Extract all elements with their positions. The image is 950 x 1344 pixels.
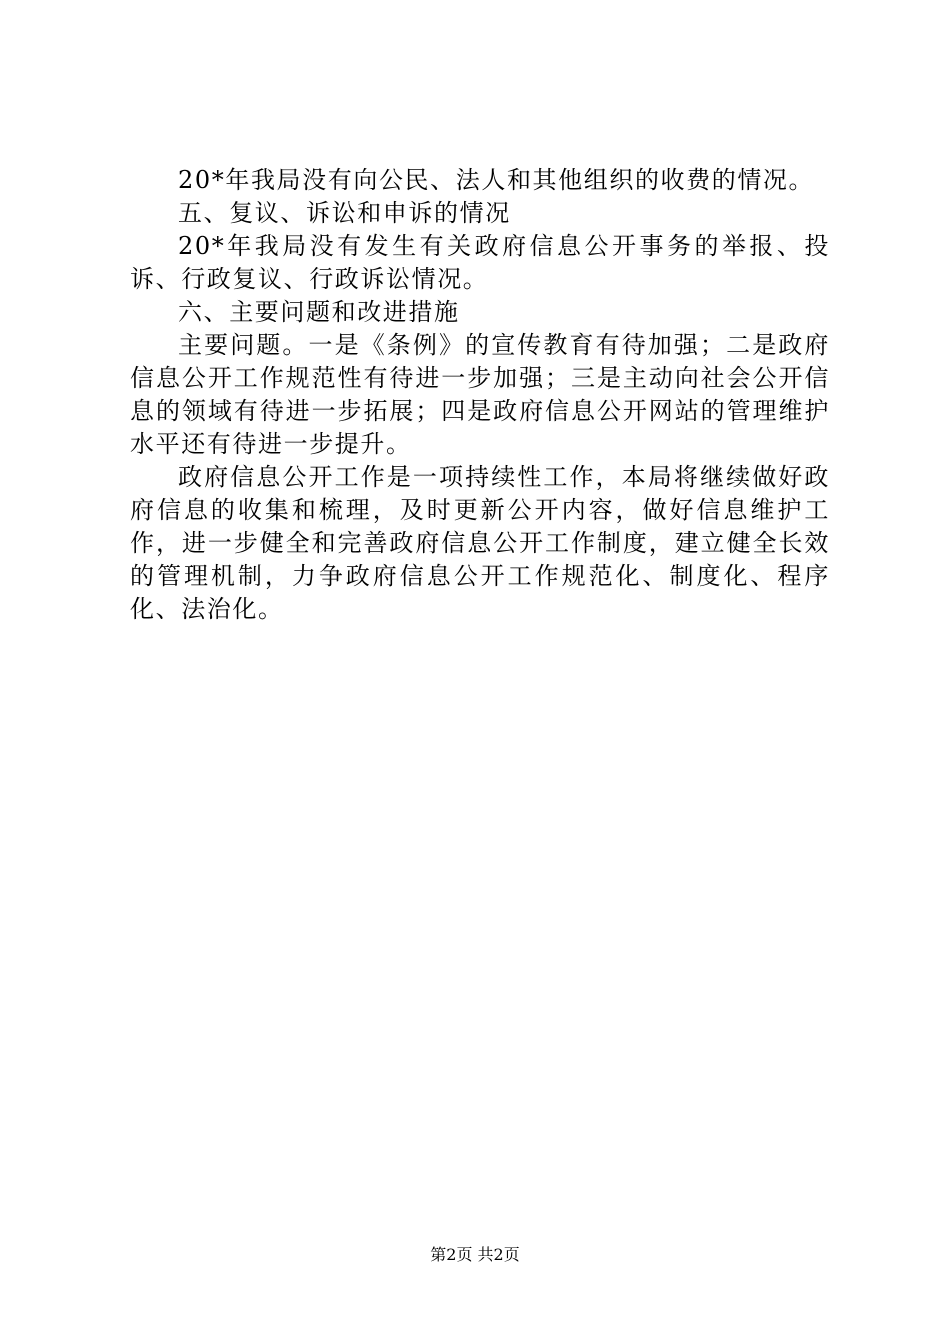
page-footer: 第2页 共2页 <box>430 1245 520 1264</box>
heading-section-six: 六、主要问题和改进措施 <box>178 298 460 326</box>
paragraph-main-problems: 主要问题。一是《条例》的宣传教育有待加强；二是政府信息公开工作规范性有待进一步加强；三是主动向社会公开信息的领域有待进一步拓展；四是政府信息公开网站的管理维护水平还有待进一步提升。 <box>130 331 830 458</box>
paragraph-appeals: 20*年我局没有发生有关政府信息公开事务的举报、投诉、行政复议、行政诉讼情况。 <box>130 232 830 293</box>
paragraph-fees: 20*年我局没有向公民、法人和其他组织的收费的情况。 <box>178 166 815 194</box>
heading-section-five: 五、复议、诉讼和申诉的情况 <box>178 199 511 227</box>
document-body <box>130 164 830 626</box>
paragraph-improvements: 政府信息公开工作是一项持续性工作，本局将继续做好政府信息的收集和梳理，及时更新公开内容，做好信息维护工作，进一步健全和完善政府信息公开工作制度，建立健全长效的管理机制，力争政府信息公开工作规范化、制度化、程序化、法治化。 <box>130 463 830 623</box>
